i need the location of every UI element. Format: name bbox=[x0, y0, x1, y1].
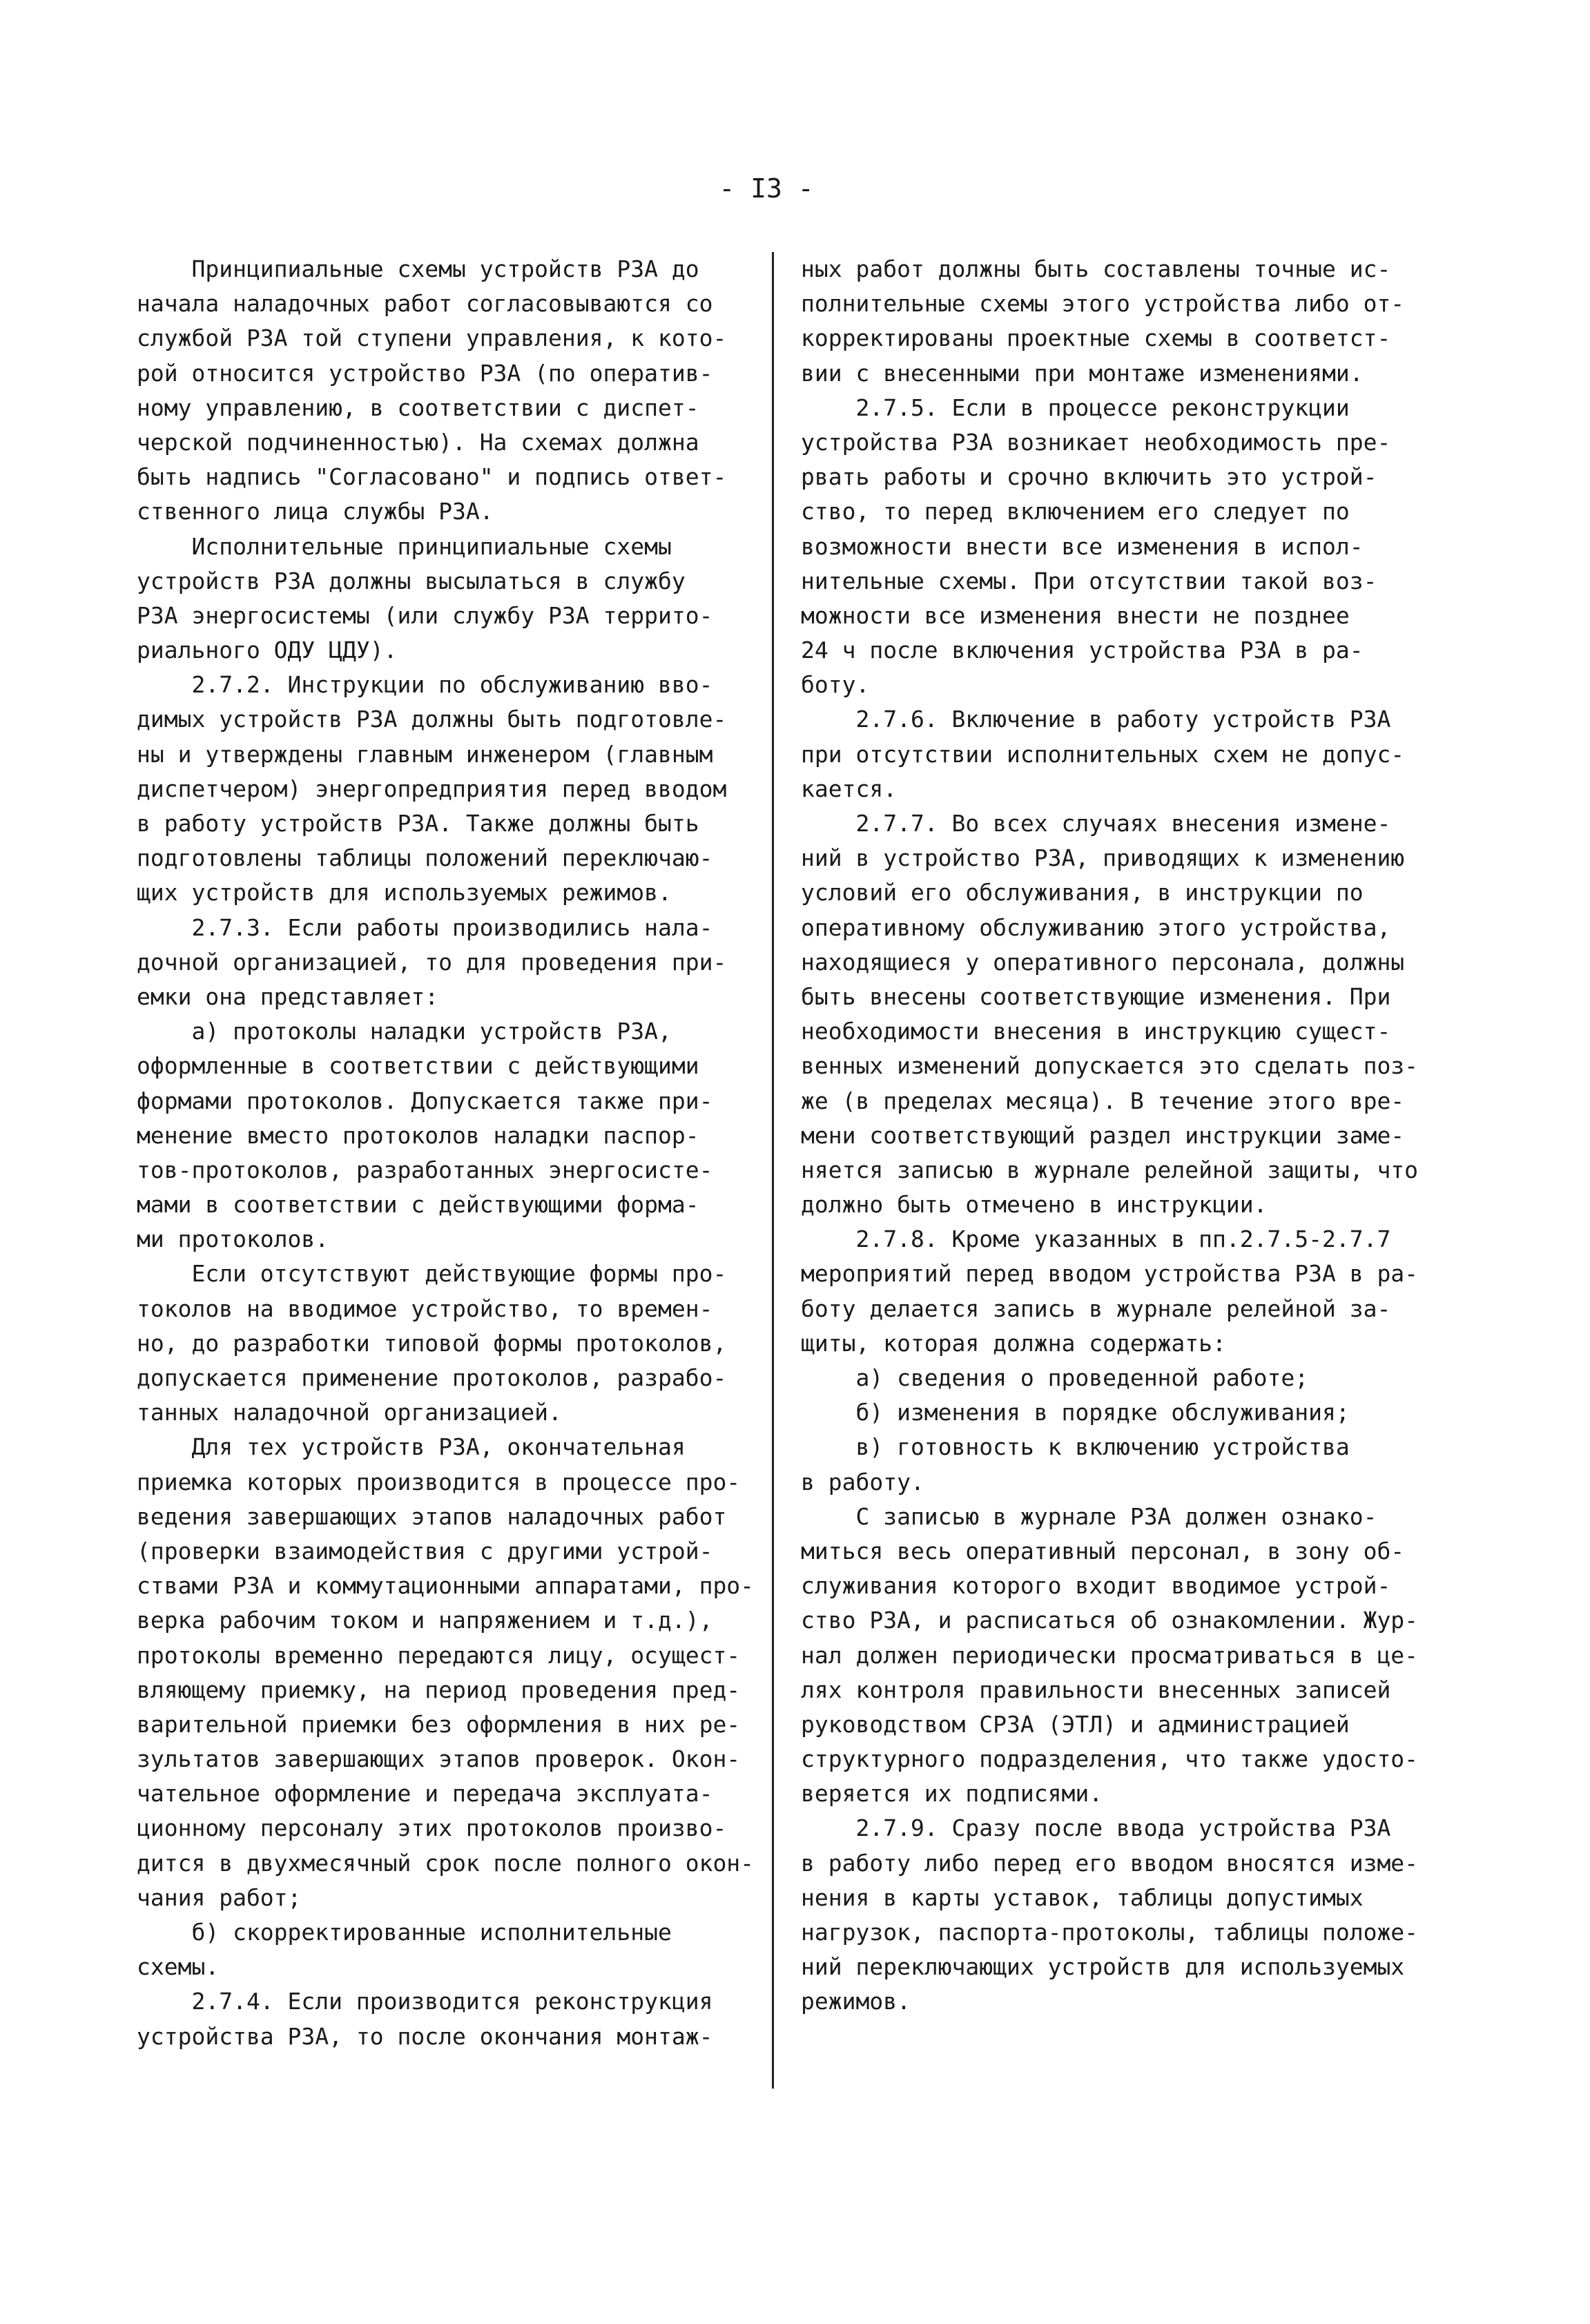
text-line: схемы. bbox=[137, 1953, 220, 1981]
text-line: устройства РЗА возникает необходимость пре- bbox=[801, 428, 1391, 456]
page-number: - I3 - bbox=[719, 173, 814, 204]
text-line: б) изменения в порядке обслуживания; bbox=[801, 1399, 1350, 1426]
text-line: токолов на вводимое устройство, то времен- bbox=[137, 1295, 713, 1322]
text-line: же (в пределах месяца). В течение этого вре- bbox=[801, 1087, 1405, 1114]
text-line: в) готовность к включению устройства bbox=[801, 1433, 1350, 1461]
text-line: ствами РЗА и коммутационными аппаратами, про- bbox=[137, 1572, 755, 1600]
text-line: допускается применение протоколов, разрабо- bbox=[137, 1364, 727, 1391]
text-line: ведения завершающих этапов наладочных работ bbox=[137, 1502, 727, 1530]
text-line: кается. bbox=[801, 775, 898, 802]
text-line: верка рабочим током и напряжением и т.д.), bbox=[137, 1607, 713, 1634]
text-line: в работу либо перед его вводом вносятся изме- bbox=[801, 1849, 1419, 1877]
text-line: венных изменений допускается это сделать поз- bbox=[801, 1052, 1419, 1080]
text-line: а) сведения о проведенной работе; bbox=[801, 1364, 1309, 1391]
text-line: нительные схемы. При отсутствии такой воз- bbox=[801, 567, 1377, 594]
text-line: ство РЗА, и расписаться об ознакомлении. Жур- bbox=[801, 1607, 1419, 1634]
text-line: няется записью в журнале релейной защиты, что bbox=[801, 1156, 1419, 1183]
text-line: веряется их подписями. bbox=[801, 1780, 1103, 1808]
text-line: быть надпись "Согласовано" и подпись ответ- bbox=[137, 463, 727, 491]
text-line: мами в соответствии с действующими форма- bbox=[137, 1191, 699, 1219]
text-line: рвать работы и срочно включить это устрой- bbox=[801, 463, 1377, 491]
text-line: 2.7.4. Если производится реконструкция bbox=[137, 1988, 713, 2015]
text-line: 2.7.8. Кроме указанных в пп.2.7.5-2.7.7 bbox=[801, 1226, 1391, 1253]
text-line: нагрузок, паспорта-протоколы, таблицы положе- bbox=[801, 1919, 1419, 1946]
text-line: Исполнительные принципиальные схемы bbox=[137, 532, 672, 560]
text-line: оперативному обслуживанию этого устройства, bbox=[801, 913, 1391, 941]
text-line: оформленные в соответствии с действующими bbox=[137, 1052, 699, 1080]
text-line: нал должен периодически просматриваться в це- bbox=[801, 1641, 1419, 1669]
text-line: мени соответствующий раздел инструкции заме- bbox=[801, 1121, 1405, 1149]
text-line: 2.7.2. Инструкции по обслуживанию вво- bbox=[137, 671, 713, 699]
text-line: ны и утверждены главным инженером (главным bbox=[137, 740, 713, 768]
text-line: структурного подразделения, что также удосто- bbox=[801, 1745, 1419, 1773]
text-line: режимов. bbox=[801, 1988, 911, 2015]
text-line: дочной организацией, то для проведения при- bbox=[137, 948, 727, 976]
text-line: а) протоколы наладки устройств РЗА, bbox=[137, 1018, 672, 1045]
text-line: ний переключающих устройств для используемых bbox=[801, 1953, 1405, 1981]
text-line: щиты, которая должна содержать: bbox=[801, 1329, 1226, 1357]
text-line: устройства РЗА, то после окончания монтаж- bbox=[137, 2022, 713, 2050]
text-line: в работу устройств РЗА. Также должны быть bbox=[137, 810, 699, 837]
text-line: варительной приемки без оформления в них ре- bbox=[137, 1710, 741, 1738]
text-line: менение вместо протоколов наладки паспор- bbox=[137, 1121, 699, 1149]
text-line: вляющему приемку, на период проведения пред- bbox=[137, 1676, 741, 1703]
text-line: емки она представляет: bbox=[137, 982, 439, 1010]
text-line: можности все изменения внести не позднее bbox=[801, 601, 1350, 629]
text-line: 2.7.6. Включение в работу устройств РЗА bbox=[801, 706, 1391, 733]
text-line: зультатов завершающих этапов проверок. Окон- bbox=[137, 1745, 741, 1773]
text-line: РЗА энергосистемы (или службу РЗА террито- bbox=[137, 601, 713, 629]
text-line: руководством СРЗА (ЭТЛ) и администрацией bbox=[801, 1710, 1350, 1738]
text-line: условий его обслуживания, в инструкции по bbox=[801, 879, 1364, 907]
text-line: диспетчером) энергопредприятия перед вводом bbox=[137, 775, 727, 802]
text-line: (проверки взаимодействия с другими устрой- bbox=[137, 1537, 713, 1565]
text-line: служивания которого входит вводимое устрой- bbox=[801, 1572, 1391, 1600]
text-line: находящиеся у оперативного персонала, должны bbox=[801, 948, 1405, 976]
text-line: танных наладочной организацией. bbox=[137, 1399, 562, 1426]
text-line: мероприятий перед вводом устройства РЗА в ра- bbox=[801, 1260, 1419, 1288]
text-line: начала наладочных работ согласовываются со bbox=[137, 290, 713, 318]
text-line: при отсутствии исполнительных схем не допус- bbox=[801, 740, 1405, 768]
text-line: чания работ; bbox=[137, 1884, 302, 1911]
text-line: возможности внести все изменения в испол- bbox=[801, 532, 1364, 560]
text-line: риального ОДУ ЦДУ). bbox=[137, 637, 398, 664]
text-line: тов-протоколов, разработанных энергосисте- bbox=[137, 1156, 713, 1183]
text-line: службой РЗА той ступени управления, к кото- bbox=[137, 325, 727, 352]
text-line: Принципиальные схемы устройств РЗА до bbox=[137, 255, 699, 282]
text-line: полнительные схемы этого устройства либо от- bbox=[801, 290, 1405, 318]
text-line: необходимости внесения в инструкцию сущест- bbox=[801, 1018, 1391, 1045]
text-line: подготовлены таблицы положений переключаю- bbox=[137, 844, 713, 872]
text-line: должно быть отмечено в инструкции. bbox=[801, 1191, 1268, 1219]
text-line: рой относится устройство РЗА (по оператив- bbox=[137, 359, 713, 387]
text-line: формами протоколов. Допускается также при- bbox=[137, 1087, 713, 1114]
column-divider bbox=[772, 252, 774, 2089]
left-column bbox=[137, 252, 755, 2054]
text-line: 2.7.7. Во всех случаях внесения измене- bbox=[801, 810, 1391, 837]
text-line: димых устройств РЗА должны быть подготовле- bbox=[137, 706, 727, 733]
text-line: боту. bbox=[801, 671, 870, 699]
right-column bbox=[801, 252, 1433, 2020]
text-line: черской подчиненностью). На схемах должна bbox=[137, 428, 699, 456]
text-line: 2.7.3. Если работы производились нала- bbox=[137, 913, 713, 941]
text-line: вии с внесенными при монтаже изменениями. bbox=[801, 359, 1364, 387]
text-line: ми протоколов. bbox=[137, 1226, 329, 1253]
text-line: ство, то перед включением его следует по bbox=[801, 498, 1350, 525]
text-line: корректированы проектные схемы в соответст- bbox=[801, 325, 1391, 352]
text-line: ных работ должны быть составлены точные ис- bbox=[801, 255, 1391, 282]
text-line: б) скорректированные исполнительные bbox=[137, 1919, 672, 1946]
text-line: нения в карты уставок, таблицы допустимых bbox=[801, 1884, 1364, 1911]
text-line: миться весь оперативный персонал, в зону об- bbox=[801, 1537, 1405, 1565]
text-line: ному управлению, в соответствии с диспет- bbox=[137, 394, 699, 421]
text-line: ционному персоналу этих протоколов произво- bbox=[137, 1814, 727, 1842]
text-line: протоколы временно передаются лицу, осущест- bbox=[137, 1641, 741, 1669]
text-line: приемка которых производится в процессе про- bbox=[137, 1468, 741, 1495]
text-line: ственного лица службы РЗА. bbox=[137, 498, 494, 525]
text-line: устройств РЗА должны высылаться в службу bbox=[137, 567, 686, 594]
text-line: С записью в журнале РЗА должен ознако- bbox=[801, 1502, 1377, 1530]
text-line: но, до разработки типовой формы протоколов, bbox=[137, 1329, 727, 1357]
text-line: щих устройств для используемых режимов. bbox=[137, 879, 672, 907]
text-line: 2.7.5. Если в процессе реконструкции bbox=[801, 394, 1350, 421]
text-line: дится в двухмесячный срок после полного окон- bbox=[137, 1849, 755, 1877]
text-line: быть внесены соответствующие изменения. При bbox=[801, 982, 1391, 1010]
text-line: чательное оформление и передача эксплуата- bbox=[137, 1780, 713, 1808]
text-line: в работу. bbox=[801, 1468, 924, 1495]
text-line: Если отсутствуют действующие формы про- bbox=[137, 1260, 727, 1288]
text-line: ний в устройство РЗА, приводящих к изменению bbox=[801, 844, 1405, 872]
text-line: 24 ч после включения устройства РЗА в ра- bbox=[801, 637, 1364, 664]
text-line: боту делается запись в журнале релейной за- bbox=[801, 1295, 1391, 1322]
text-line: лях контроля правильности внесенных записей bbox=[801, 1676, 1391, 1703]
text-line: 2.7.9. Сразу после ввода устройства РЗА bbox=[801, 1814, 1391, 1842]
text-line: Для тех устройств РЗА, окончательная bbox=[137, 1433, 686, 1461]
